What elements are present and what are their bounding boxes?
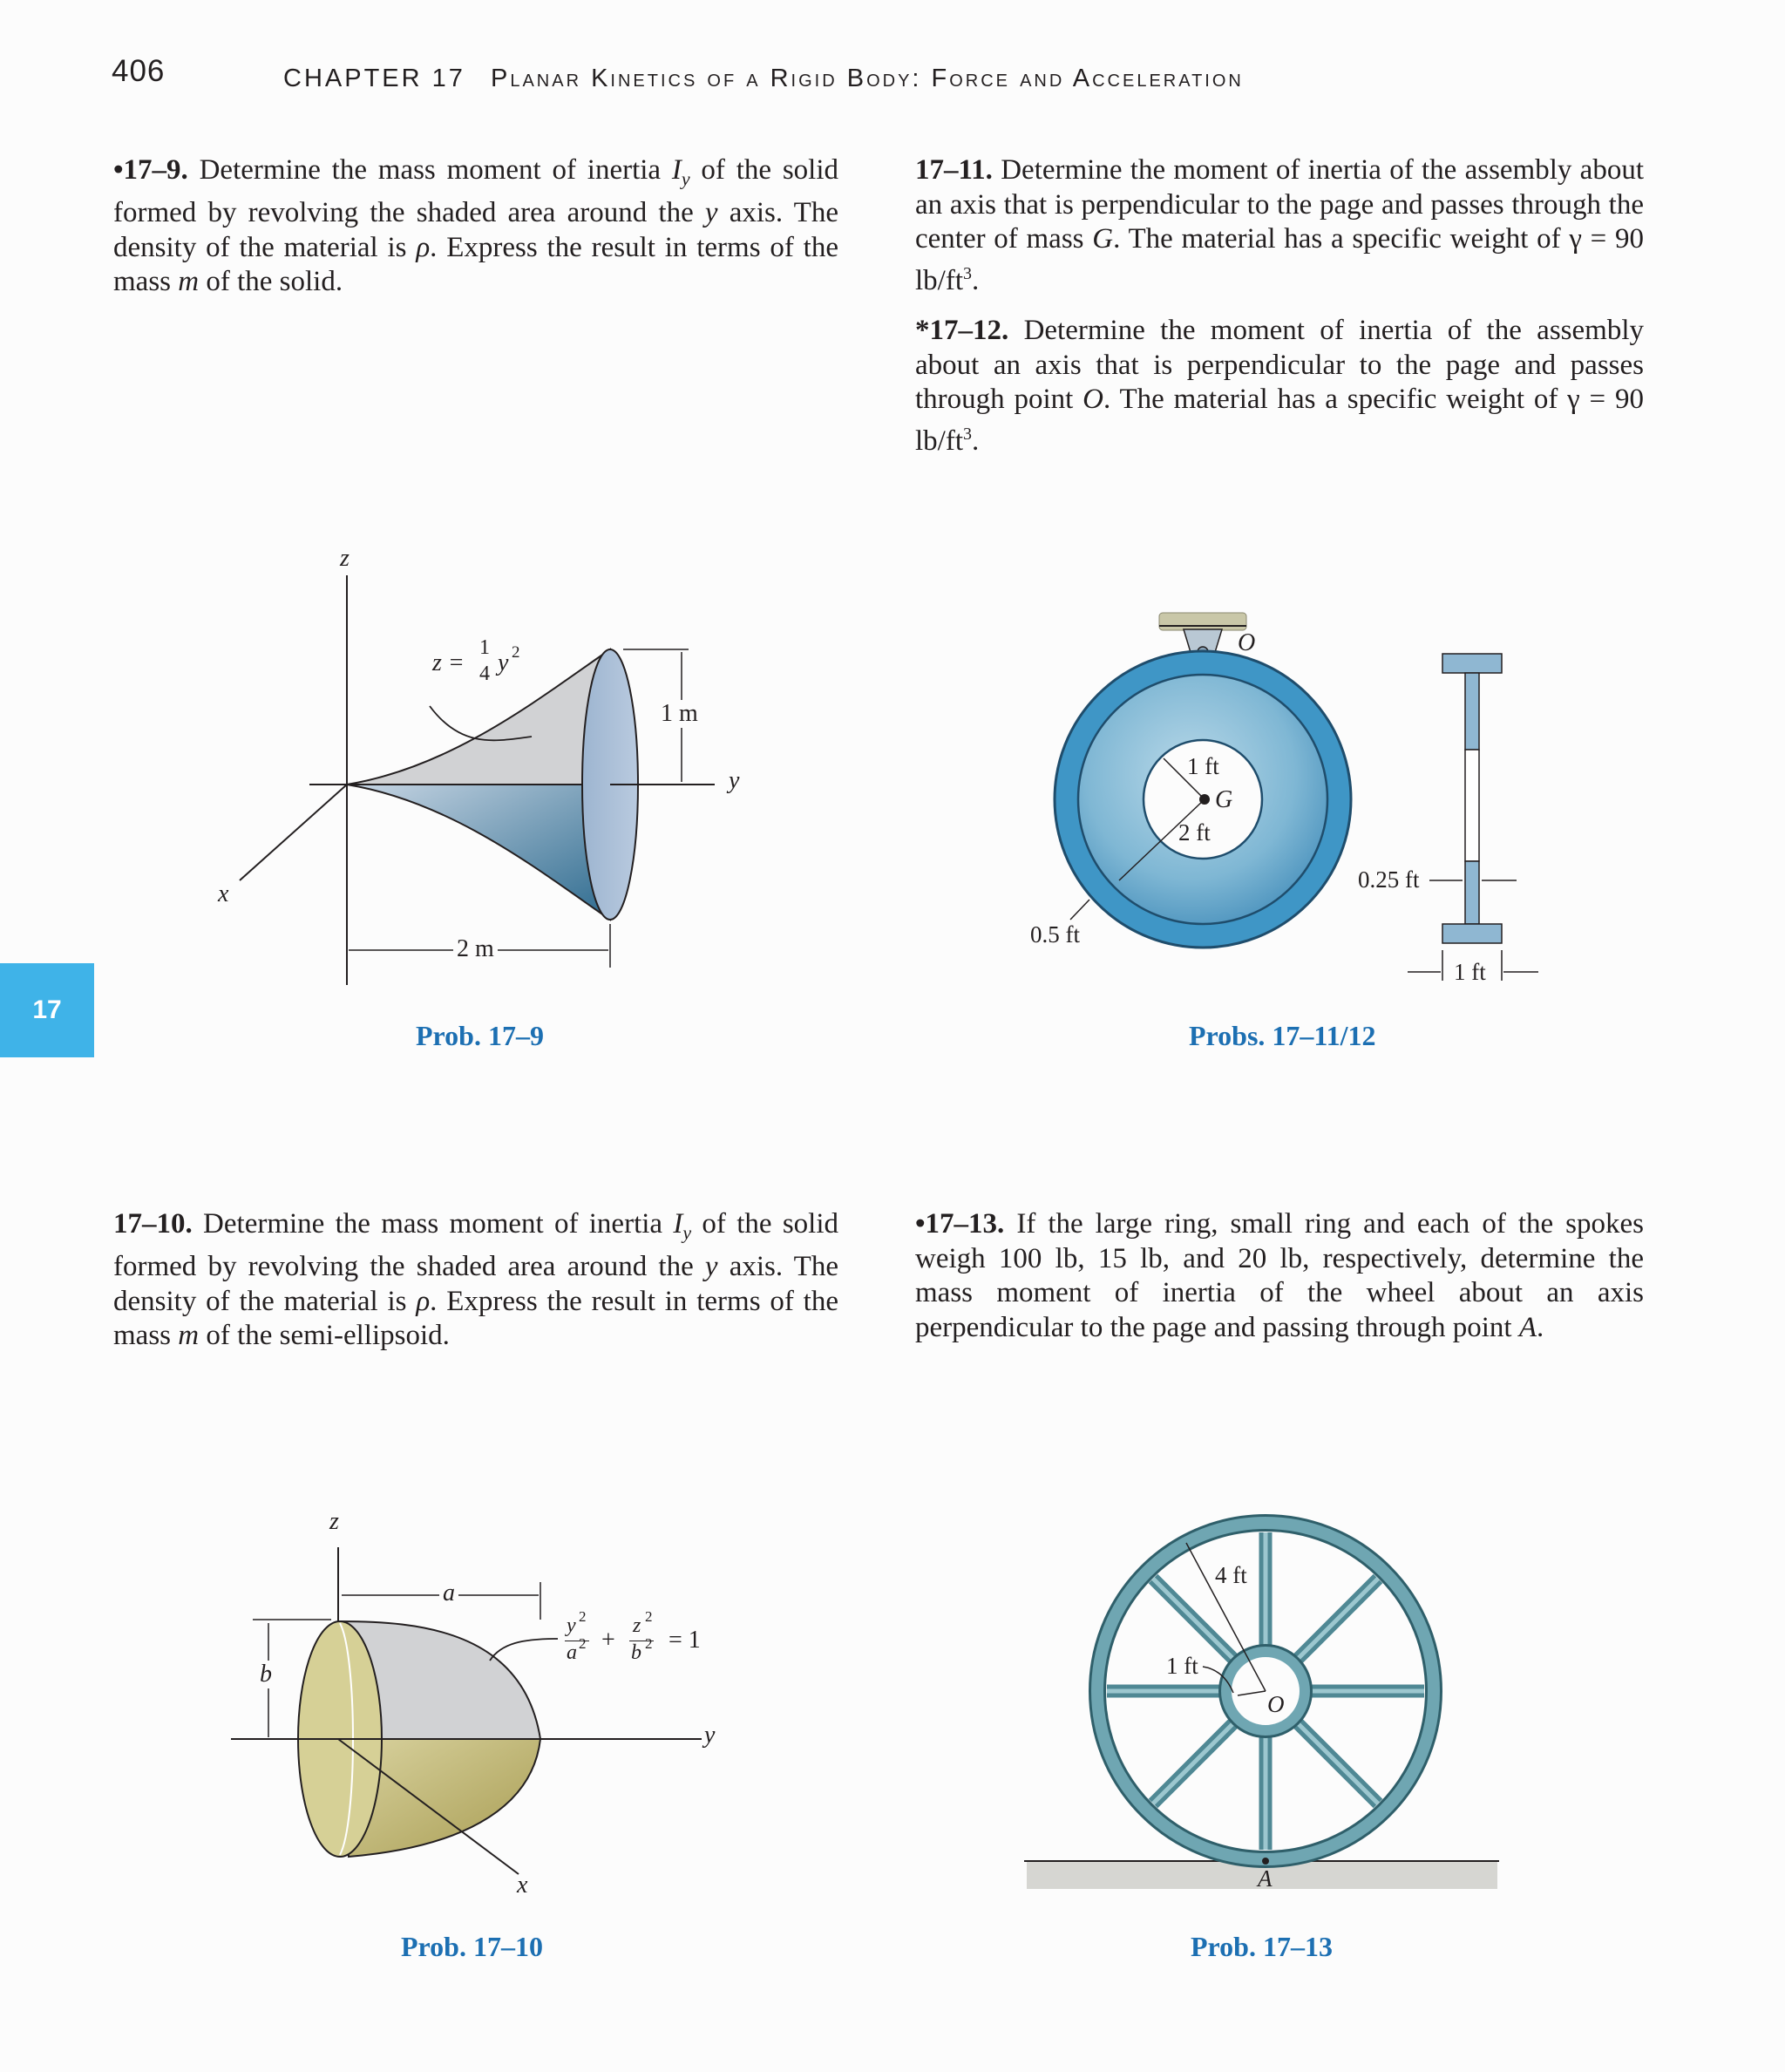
fig9-eq-den: 4	[479, 662, 490, 685]
fig10-eq-y-exp: 2	[579, 1608, 587, 1625]
problem-number: 17–11.	[915, 154, 993, 186]
fig9-eq-rhs: y	[498, 649, 509, 676]
fig11-r2-label: 2 ft	[1178, 819, 1211, 846]
problem-number: 17–10.	[113, 1208, 193, 1240]
fig13-A-label: A	[1258, 1865, 1273, 1892]
problem-text: . The material has a specific weight of	[1103, 384, 1568, 415]
problem-text: . Express the result in terms of the mass	[113, 1285, 838, 1352]
fig10-eq-b: b	[631, 1641, 641, 1664]
fig10-eq-y: y	[567, 1614, 576, 1637]
fig11-t-label: 0.5 ft	[1030, 921, 1080, 948]
problem-text: axis. The density of the material is	[113, 197, 838, 263]
axis: y	[704, 197, 718, 229]
fig10-z-label: z	[329, 1508, 339, 1535]
fig9-caption: Prob. 17–9	[416, 1020, 544, 1051]
gamma-value: γ = 90 lb/ft	[915, 223, 1644, 296]
problem-text: If the large ring, small ring and each of the spokes weigh 100 lb, 15 lb, and 20 lb, respectively, determine the mass moment of inertia of the wheel about an axis perpendicular to the page and passing through point	[915, 1208, 1644, 1343]
var: I	[673, 1208, 683, 1240]
problem-text: Determine the mass moment of inertia	[187, 154, 672, 186]
mass-var: m	[178, 266, 200, 298]
fig11-r1-label: 1 ft	[1187, 753, 1219, 779]
problem-text: of the solid formed by revolving the shaded area around the	[113, 1208, 839, 1283]
problem-text: . The material has a specific weight of	[1113, 223, 1570, 255]
point-var: O	[1083, 384, 1103, 415]
fig11-G-label: G	[1215, 786, 1233, 813]
fig10-eq-z: z	[633, 1614, 641, 1637]
problem-text: of the semi-ellipsoid.	[199, 1320, 450, 1352]
fig13-O-label: O	[1267, 1691, 1285, 1717]
fig9-dim-w: 2 m	[453, 935, 498, 963]
fig9-eq-exp: 2	[512, 643, 520, 662]
problem-text: Determine the moment of inertia of the assembly about an axis that is perpendicular to the page and passes through the center of mass	[915, 154, 1644, 255]
period: .	[972, 264, 980, 296]
fig11-d-label: 1 ft	[1454, 959, 1486, 985]
fig10-eq-a: a	[567, 1641, 577, 1664]
period: .	[972, 425, 980, 457]
var: I	[671, 154, 682, 186]
contact-point	[1262, 1858, 1269, 1865]
fig9-eq-lhs: z =	[432, 649, 465, 676]
mass-var: m	[178, 1320, 200, 1352]
point-var: A	[1518, 1311, 1537, 1343]
fig9-y-label: y	[729, 767, 740, 794]
fig11-w-label: 0.25 ft	[1358, 866, 1420, 893]
fig10-eq-rhs: = 1	[669, 1627, 701, 1654]
center-mass-var: G	[1092, 223, 1114, 255]
sub: y	[681, 167, 690, 190]
chapter-label-text: CHAPTER 17	[283, 65, 465, 92]
problem-text: Determine the mass moment of inertia	[192, 1208, 674, 1240]
axis: y	[704, 1251, 718, 1283]
fig11-caption: Probs. 17–11/12	[1189, 1020, 1376, 1051]
rho: ρ	[416, 1285, 431, 1317]
fig9-z-label: z	[340, 545, 350, 572]
problem-text: . Express the result in terms of the mass	[113, 231, 838, 298]
sub: y	[682, 1221, 692, 1244]
fig13-r-label: 1 ft	[1166, 1653, 1198, 1679]
fig9-dim-h: 1 m	[661, 700, 698, 727]
problem-number: *17–12.	[915, 315, 1009, 346]
fig10-eq-z-exp: 2	[645, 1608, 653, 1625]
gamma-value: γ = 90 lb/ft	[915, 384, 1644, 457]
chapter-title-text: Planar Kinetics of a Rigid Body: Force and Acceleration	[491, 65, 1244, 92]
problem-text: of the solid.	[199, 266, 343, 298]
problem-text: Determine the moment of inertia of the assembly about an axis that is perpendicular to the page and passes through point	[915, 315, 1644, 415]
problem-text: axis. The density of the material is	[113, 1251, 838, 1317]
fig10-eq-b-exp: 2	[645, 1635, 653, 1652]
rho: ρ	[416, 231, 431, 263]
fig10-x-label: x	[517, 1872, 528, 1899]
problem-number: •17–13.	[915, 1208, 1005, 1240]
problem-text: of the solid formed by revolving the shaded area around the	[113, 154, 839, 229]
fig10-b-label: b	[260, 1661, 272, 1688]
fig10-a-label: a	[439, 1579, 458, 1607]
exponent: 3	[963, 424, 972, 444]
chapter-side-tab-label: 17	[32, 995, 62, 1024]
fig10-eq-plus: +	[601, 1627, 615, 1654]
fig10-eq-a-exp: 2	[579, 1635, 587, 1652]
problem-number: •17–9.	[113, 154, 188, 186]
fig9-x-label: x	[218, 880, 229, 907]
fig13-R-label: 4 ft	[1215, 1562, 1247, 1588]
fig10-y-label: y	[704, 1722, 716, 1749]
exponent: 3	[963, 263, 972, 283]
period: .	[1537, 1311, 1544, 1343]
fig10-caption: Prob. 17–10	[401, 1931, 543, 1962]
fig13-caption: Prob. 17–13	[1191, 1931, 1333, 1962]
fig9-eq-num: 1	[479, 636, 490, 659]
fig11-O-label: O	[1238, 629, 1256, 656]
page-number: 406	[112, 54, 166, 88]
